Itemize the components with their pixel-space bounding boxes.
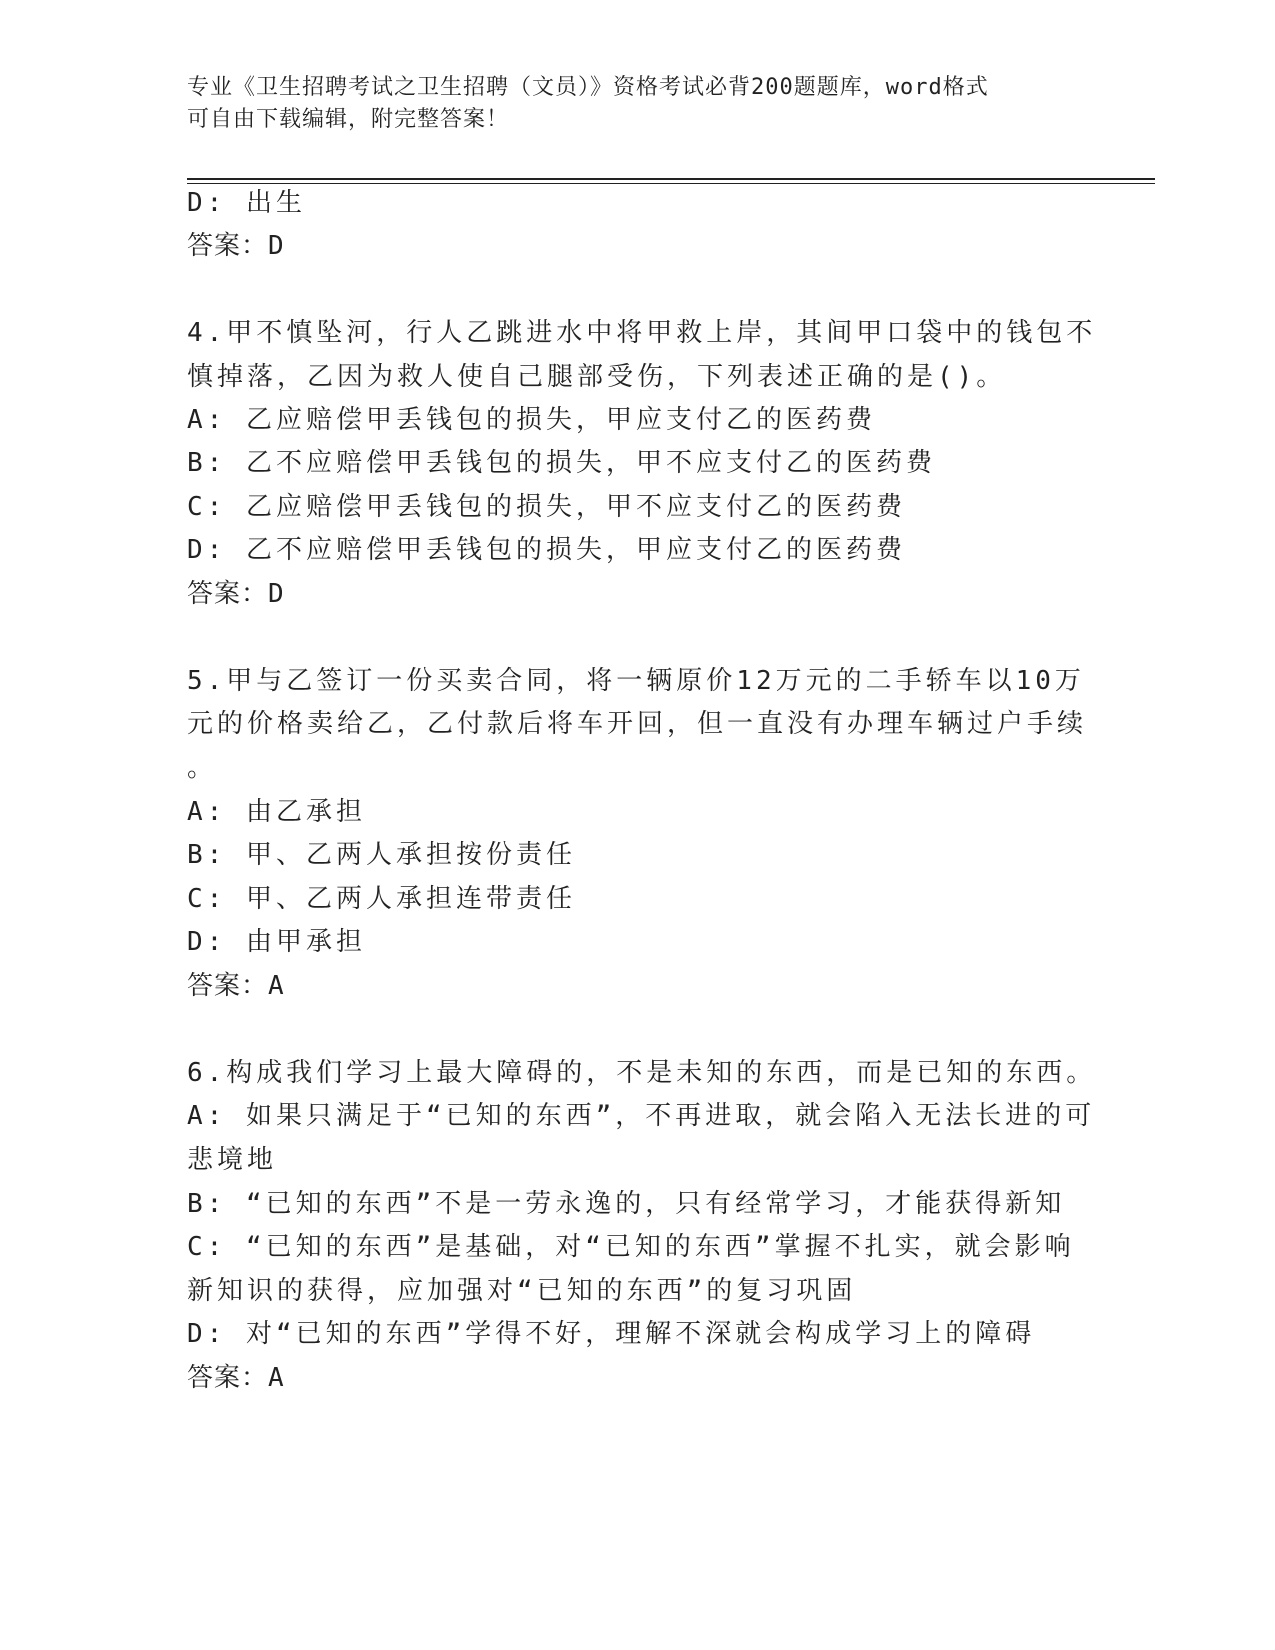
q6-option-d: D: 对“已知的东西”学得不好，理解不深就会构成学习上的障碍	[187, 1319, 1036, 1349]
page-header	[187, 72, 1087, 136]
q4-option-d: D: 乙不应赔偿甲丢钱包的损失，甲应支付乙的医药费	[187, 535, 906, 565]
q5-option-d: D: 由甲承担	[187, 927, 366, 957]
q5-option-a: A: 由乙承担	[187, 797, 366, 827]
header-title-line2: 可自由下载编辑，附完整答案！	[187, 107, 510, 132]
q5-stem-line2: 元的价格卖给乙，乙付款后将车开回，但一直没有办理车辆过户手续	[187, 709, 1088, 739]
q6-stem-line1: 6.构成我们学习上最大障碍的，不是未知的东西，而是已知的东西。	[187, 1058, 1097, 1088]
header-divider-thick	[187, 178, 1155, 180]
header-title-line1: 专业《卫生招聘考试之卫生招聘（文员）》资格考试必背200题题库，word格式	[187, 75, 989, 100]
q5-stem-line3: 。	[187, 753, 218, 783]
q5-option-b: B: 甲、乙两人承担按份责任	[187, 840, 576, 870]
header-divider-thin	[187, 183, 1155, 184]
q5-answer: 答案：A	[187, 971, 285, 1001]
q5-stem-line1: 5.甲与乙签订一份买卖合同，将一辆原价12万元的二手轿车以10万	[187, 666, 1085, 696]
q4-stem-line1: 4.甲不慎坠河，行人乙跳进水中将甲救上岸，其间甲口袋中的钱包不	[187, 318, 1097, 348]
q4-answer: 答案：D	[187, 579, 285, 609]
q4-option-c: C: 乙应赔偿甲丢钱包的损失，甲不应支付乙的医药费	[187, 492, 906, 522]
q3-answer: 答案：D	[187, 231, 285, 261]
q6-option-c-line2: 新知识的获得，应加强对“已知的东西”的复习巩固	[187, 1276, 857, 1306]
q6-option-a-line2: 悲境地	[187, 1145, 278, 1175]
q4-stem-line2: 慎掉落，乙因为救人使自己腿部受伤，下列表述正确的是()。	[187, 362, 1007, 392]
q6-option-a-line1: A: 如果只满足于“已知的东西”，不再进取，就会陷入无法长进的可	[187, 1101, 1096, 1131]
q6-option-b: B: “已知的东西”不是一劳永逸的，只有经常学习，才能获得新知	[187, 1189, 1066, 1219]
q4-option-b: B: 乙不应赔偿甲丢钱包的损失，甲不应支付乙的医药费	[187, 448, 936, 478]
q5-option-c: C: 甲、乙两人承担连带责任	[187, 884, 576, 914]
q3-option-d: D: 出生	[187, 188, 306, 218]
q4-option-a: A: 乙应赔偿甲丢钱包的损失，甲应支付乙的医药费	[187, 405, 876, 435]
q6-answer: 答案：A	[187, 1363, 285, 1393]
q6-option-c-line1: C: “已知的东西”是基础，对“已知的东西”掌握不扎实，就会影响	[187, 1232, 1075, 1262]
